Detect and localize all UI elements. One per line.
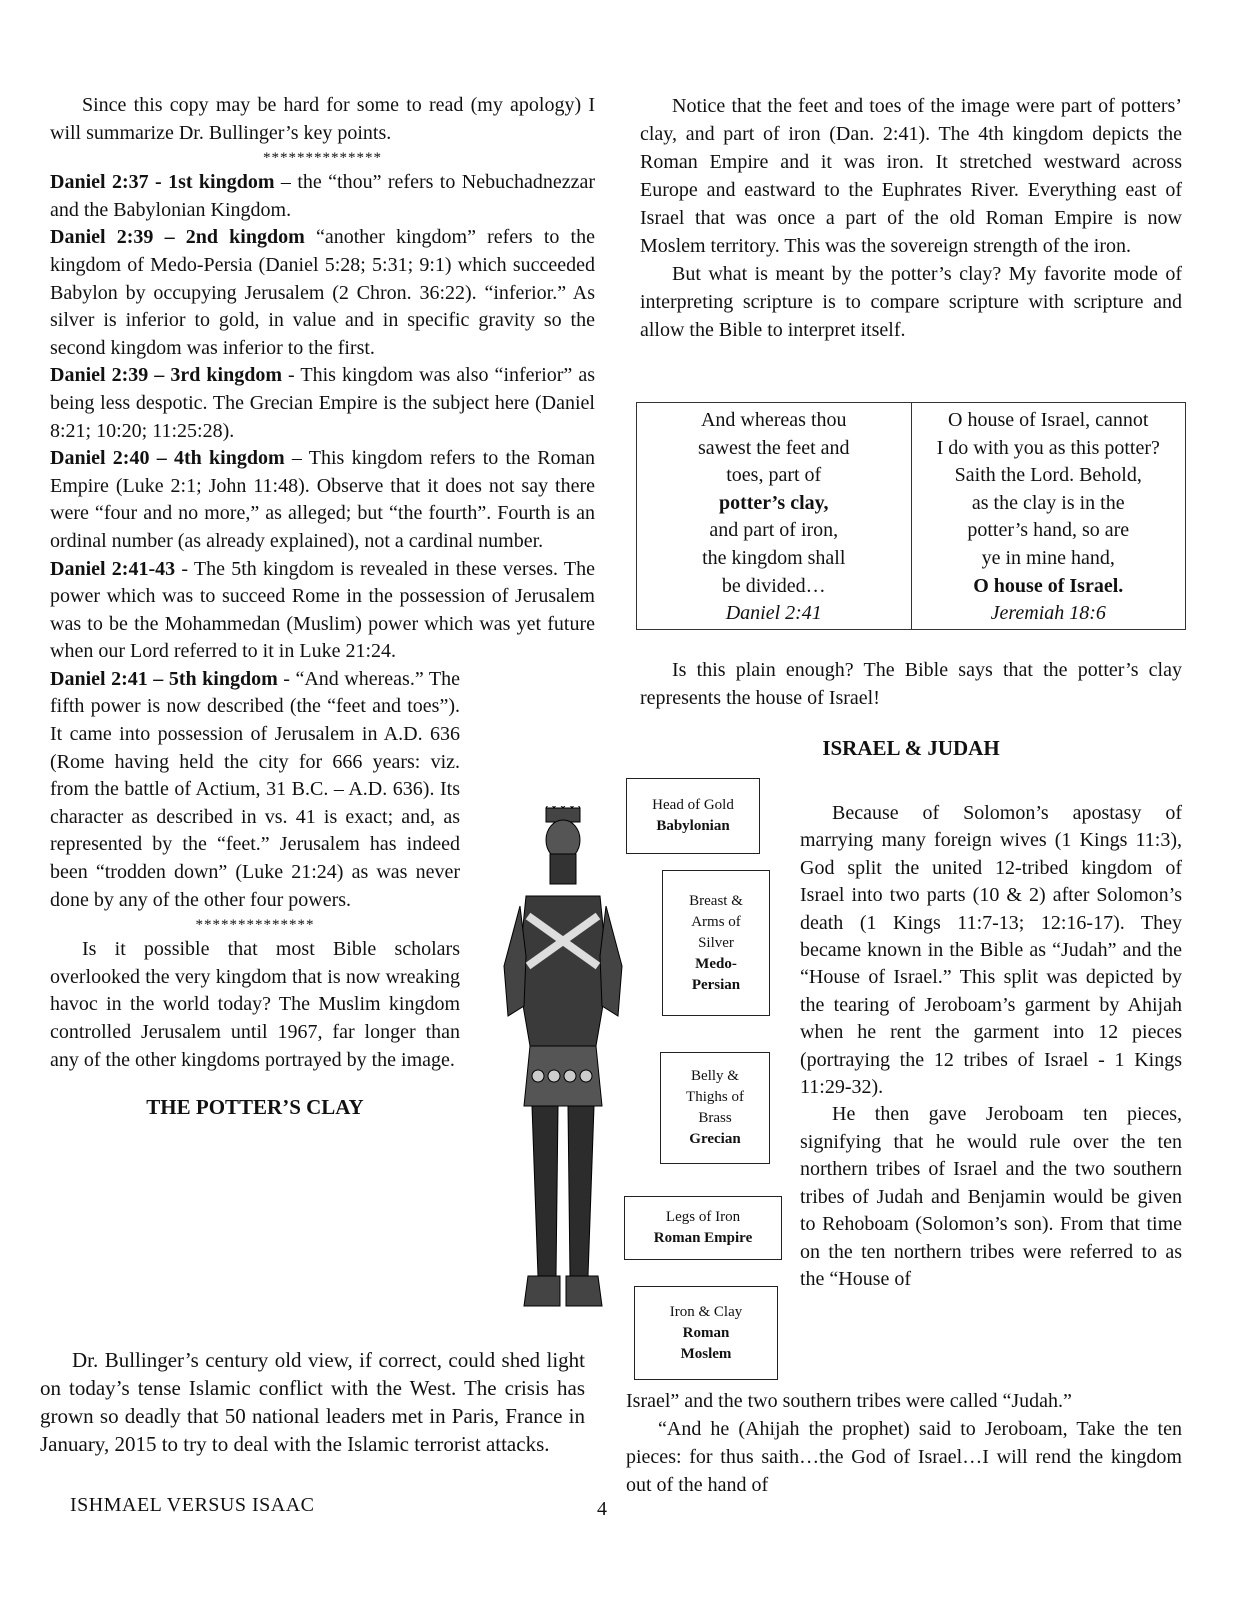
israel-judah-continued (626, 1387, 1182, 1499)
kingdom-4-heading: Daniel 2:40 – 4th kingdom (50, 447, 285, 470)
label-kingdom: Grecian (689, 1131, 741, 1147)
kingdom-5a-heading: Daniel 2:41-43 (50, 557, 176, 580)
label-iron-and-clay (634, 1286, 778, 1380)
kingdom-5a-entry (50, 556, 595, 666)
intro-paragraph: Since this copy may be hard for some to read (my apology) I will summarize Dr. Bullinger’s key points. (50, 94, 595, 144)
solomon-paragraph: Because of Solomon’s apostasy of marrying many foreign wives (1 Kings 11:3), God split the united 12-tribed kingdom of Israel into two parts (10 & 2) after Solomon’s death (1 Kings 11:7-13; 12:16-17). They became known in the Bible as “Judah” and the “House of Israel.” This split was depicted by the tearing of Jeroboam’s garment by Ahijah when he rent the garment into 12 pieces (portraying the 12 tribes of Israel - 1 Kings 11:29-32). (800, 802, 1182, 1099)
kingdom-5a-text: - The 5th kingdom is revealed in these verses. The power which was to succeed Rome in the possession of Jerusalem was to be the Mohammedan (Muslim) power which was yet future when our Lord referred to it in Luke 21:24. (50, 557, 595, 663)
kingdom-2-text: “another kingdom” refers to the kingdom of Medo-Persia (Daniel 5:28; 5:31; 9:1) which succeeded Babylon by occupying Jerusalem (2 Chron. 36:22). “inferior.” As silver is inferior to gold, in value and in specific gravity so the second kingdom was inferior to the first. (50, 226, 595, 359)
plain-enough-paragraph: Is this plain enough? The Bible says that the potter’s clay represents the house of Israel! (640, 659, 1182, 709)
quote-line: O house of Israel. (973, 574, 1124, 597)
quote-line: toes, part of (726, 464, 822, 487)
israel-judah-heading: ISRAEL & JUDAH (822, 736, 1000, 760)
potter-intro-text: Dr. Bullinger’s century old view, if correct, could shed light on today’s tense Islamic conflict with the West. The crisis has grown so deadly that 50 national leaders met in Paris, France in January, 2015 to try to deal with the Islamic terrorist attacks. (40, 1348, 585, 1456)
label-line: Legs of Iron (665, 1209, 741, 1225)
label-legs-of-iron (624, 1196, 782, 1260)
label-head-of-gold (626, 778, 760, 854)
right-column (640, 92, 1182, 344)
kingdom-5b-heading: Daniel 2:41 – 5th kingdom (50, 667, 278, 690)
kingdom-1-heading: Daniel 2:37 - 1st kingdom (50, 171, 275, 194)
label-kingdom: Babylonian (656, 818, 730, 834)
label-kingdom: Roman (682, 1324, 730, 1341)
potters-clay-question: But what is meant by the potter’s clay? My favorite mode of interpreting scripture is to compare scripture with scripture and allow the Bible to interpret itself. (640, 263, 1182, 341)
label-kingdom: Moslem (680, 1345, 732, 1362)
judah-line: Israel” and the two southern tribes were called “Judah.” (626, 1390, 1072, 1412)
potter-intro-paragraph (40, 1346, 585, 1458)
label-belly-thighs-brass (660, 1052, 770, 1164)
quote-reference: Jeremiah 18:6 (990, 602, 1106, 625)
right-arm-icon (600, 906, 622, 1016)
quote-line: be divided… (721, 574, 826, 597)
kingdom-2-heading: Daniel 2:39 – 2nd kingdom (50, 226, 305, 249)
ahijah-paragraph: “And he (Ahijah the prophet) said to Jeroboam, Take the ten pieces: for thus saith…the God of Israel…I will rend the kingdom out of the hand of (626, 1418, 1182, 1496)
label-breast-arms-silver (662, 870, 770, 1016)
kingdom-4-text: – This kingdom refers to the Roman Empire (Luke 2:1; John 11:48). Observe that it does not say there were “four and no more,” as alleged; but “the fourth”. Fourth is an ordinal number (as already explained), not a cardinal number. (50, 447, 595, 552)
label-kingdom: Medo- (695, 955, 737, 972)
kingdom-3-entry (50, 362, 595, 445)
quote-line: sawest the feet and (697, 436, 850, 459)
quote-line: I do with you as this potter? (936, 436, 1160, 459)
kingdom-3-text: - This kingdom was also “inferior” as being less despotic. The Grecian Empire is the subject here (Daniel 8:21; 10:20; 11:25:28). (50, 364, 595, 442)
quote-line: the kingdom shall (702, 546, 846, 569)
next-article-title: ISHMAEL VERSUS ISAAC (70, 1494, 315, 1516)
label-line: Head of Gold (652, 797, 734, 813)
quote-line: potter’s clay, (718, 491, 829, 514)
quote-line: And whereas thou (700, 409, 847, 431)
scripture-comparison-box (636, 402, 1186, 630)
label-line: Arms of (691, 913, 741, 930)
iron-paragraph: Notice that the feet and toes of the image were part of potters’ clay, and part of iron (Dan. 2:41). The 4th kingdom depicts the Roman Empire and it was iron. It stretched westward across Europe and eastward to the Euphrates River. Everything east of Israel that was once a part of the old Roman Empire is now Moslem territory. This was the sovereign strength of the iron. (640, 95, 1182, 257)
quote-line: O house of Israel, cannot (948, 409, 1149, 431)
kingdom-1-entry (50, 169, 595, 224)
star-divider: ************** (263, 150, 382, 167)
label-line: Iron & Clay (669, 1303, 743, 1320)
label-line: Breast & (689, 892, 743, 909)
star-divider: ************** (195, 917, 315, 934)
quote-line: ye in mine hand, (981, 546, 1115, 569)
left-arm-icon (504, 906, 526, 1016)
quote-line: Saith the Lord. Behold, (954, 464, 1142, 487)
quote-reference: Daniel 2:41 (725, 602, 822, 625)
label-line: Brass (698, 1110, 732, 1126)
jeroboam-paragraph: He then gave Jeroboam ten pieces, signifying that he would rule over the ten northern tribes of Israel and the two southern tribes of Judah and Benjamin would be given to Rehoboam (Solomon’s son). From that time on the ten northern tribes were referred to as the “House of (800, 1103, 1182, 1290)
plain-enough-block (640, 656, 1182, 762)
label-line: Thighs of (686, 1089, 744, 1105)
kingdom-2-entry (50, 224, 595, 362)
page-number: 4 (597, 1498, 607, 1520)
kingdom-3-heading: Daniel 2:39 – 3rd kingdom (50, 364, 282, 387)
label-line: Belly & (691, 1068, 739, 1084)
kingdom-1-text: – the “thou” refers to Nebuchadnezzar and the Babylonian Kingdom. (50, 171, 596, 221)
statue-illustration (498, 806, 628, 1326)
israel-judah-text (800, 800, 1182, 1293)
quote-line: as the clay is in the (971, 491, 1125, 514)
label-kingdom: Roman Empire (653, 1230, 753, 1246)
quote-line: potter’s hand, so are (967, 519, 1130, 542)
question-paragraph: Is it possible that most Bible scholars overlooked the very kingdom that is now wreaking havoc in the world today? The Muslim kingdom controlled Jerusalem until 1967, far longer than any of the other kingdoms portrayed by the image. (50, 938, 460, 1071)
kingdom-5b-entry (50, 666, 460, 914)
kingdom-4-entry (50, 445, 595, 555)
left-leg-icon (532, 1106, 558, 1276)
right-leg-icon (568, 1106, 594, 1276)
kingdom-5b-text: - “And whereas.” The fifth power is now described (the “feet and toes”). It came into possession of Jerusalem in A.D. 636 (Rome having held the city for 666 years: viz. from the battle of Actium, 31 B.C. – A.D. 636). Its character as described in vs. 41 is exact; and, as represented by the “feet.” Jerusalem has indeed been “trodden down” (Luke 21:24) as was never done by any of the other four powers. (50, 667, 460, 911)
right-foot-icon (566, 1276, 602, 1306)
label-line: Silver (698, 934, 734, 951)
label-kingdom: Persian (691, 976, 741, 993)
potters-clay-heading: THE POTTER’S CLAY (146, 1095, 364, 1120)
daniel-quote (637, 403, 911, 629)
left-foot-icon (524, 1276, 560, 1306)
quote-line: and part of iron, (709, 519, 839, 542)
jeremiah-quote (911, 403, 1186, 629)
